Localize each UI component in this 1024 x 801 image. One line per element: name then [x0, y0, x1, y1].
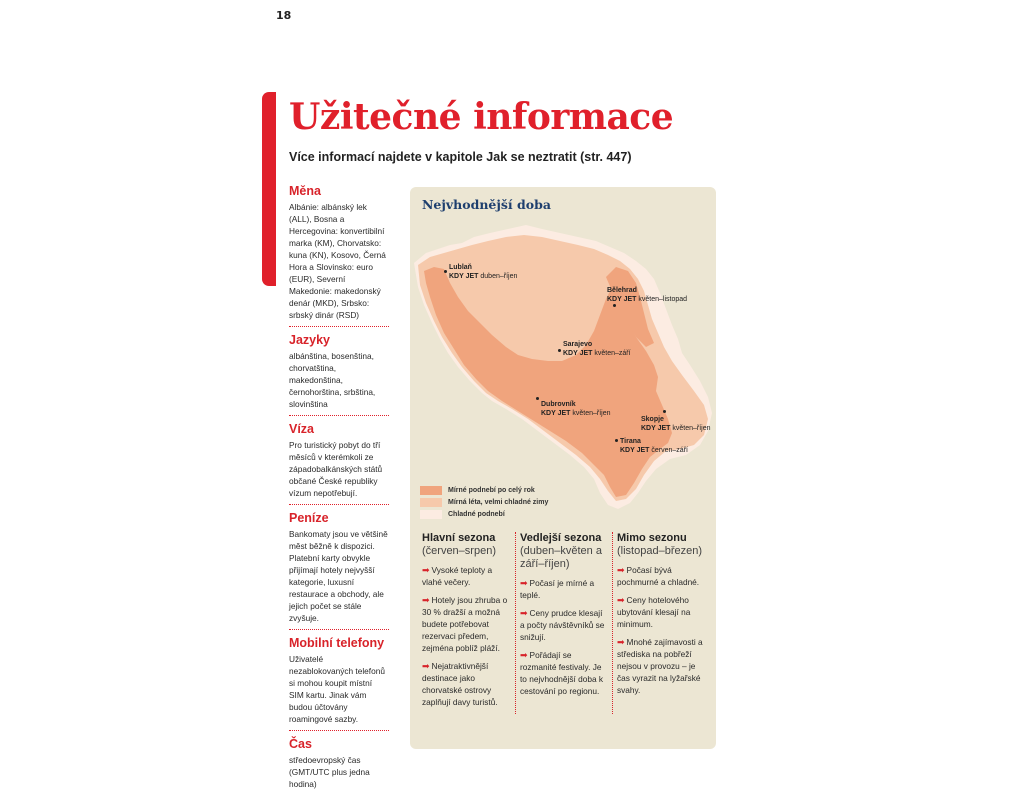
city-label-belgrade [607, 286, 687, 304]
page-title: Užitečné informace [289, 96, 674, 138]
season-period: (duben–květen a září–říjen) [520, 545, 602, 570]
sidebar-text: Albánie: albánský lek (ALL), Bosna a Hercegovina: konvertibilní marka (KM), Chorvatsko: kuna (KN), Kosovo, Černá Hora a Slovinsko: euro (EUR), Severní Makedonie: makedonský denár (MKD), Srbsko: srbský dinár (RSD) [289, 202, 386, 320]
map-title: Nejvhodnější doba [422, 197, 551, 212]
season-title: Hlavní sezona [422, 532, 496, 544]
arrow-icon: ➡ [520, 578, 528, 588]
season-item-text: Počasí bývá pochmurné a chladné. [617, 565, 700, 587]
sidebar-section-phones [289, 636, 389, 731]
city-when-label: KDY JET [449, 273, 479, 280]
season-item-text: Ceny prudce klesají a počty návštěvníků se snižují. [520, 608, 605, 642]
legend-label: Chladné podnebí [448, 511, 505, 518]
title-accent-bar [262, 92, 276, 286]
city-label-sarajevo [563, 340, 631, 358]
city-when-label: KDY JET [641, 425, 671, 432]
legend-item [420, 485, 548, 496]
season-column-shoulder [515, 532, 612, 714]
city-name: Lublaň [449, 264, 472, 271]
city-when: květen–říjen [572, 410, 611, 417]
season-heading [617, 532, 706, 558]
season-item [520, 649, 608, 697]
sidebar-text: Bankomaty jsou ve většině měst běžně k dispozici. Platební karty obvykle přijímají hotely nejvyšší kategorie, luxusní restaurace a obchody, ale jejich počet se stále zvyšuje. [289, 529, 388, 623]
city-label-tirana [620, 437, 688, 455]
sidebar-section-currency [289, 184, 389, 327]
season-item [617, 594, 706, 630]
sidebar-section-languages [289, 333, 389, 416]
city-name: Dubrovník [541, 401, 576, 408]
city-dot-ljubljana [444, 270, 447, 273]
arrow-icon: ➡ [617, 637, 625, 647]
sidebar-heading: Jazyky [289, 333, 331, 347]
arrow-icon: ➡ [520, 608, 528, 618]
season-item-text: Mnohé zajímavosti a střediska na pobřeží nejsou v provozu – je čas vyrazit na lyžařské svahy. [617, 637, 703, 695]
season-heading [422, 532, 511, 558]
arrow-icon: ➡ [617, 565, 625, 575]
city-dot-dubrovnik [536, 397, 539, 400]
best-time-panel [410, 187, 716, 749]
season-item-text: Počasí je mírné a teplé. [520, 578, 595, 600]
arrow-icon: ➡ [520, 650, 528, 660]
city-when: duben–říjen [480, 273, 518, 280]
season-item [422, 660, 511, 708]
legend-swatch [420, 498, 442, 507]
city-when-label: KDY JET [563, 350, 593, 357]
city-dot-sarajevo [558, 349, 561, 352]
season-title: Vedlejší sezona [520, 532, 602, 544]
season-item [422, 564, 511, 588]
page-number: 18 [276, 9, 292, 22]
city-when-label: KDY JET [607, 296, 637, 303]
map-legend [420, 485, 548, 521]
sidebar-text: Uživatelé nezablokovaných telefonů si mohou koupit místní SIM kartu. Jinak vám budou účtovány roamingové sazby. [289, 654, 385, 724]
season-title: Mimo sezonu [617, 532, 687, 544]
city-dot-belgrade [613, 304, 616, 307]
city-label-skopje [641, 415, 711, 433]
legend-item [420, 509, 548, 520]
city-dot-tirana [615, 439, 618, 442]
sidebar-text: Pro turistický pobyt do tří měsíců v kterémkoli ze západobalkánských států občané České republiky vízum nepotřebují. [289, 440, 383, 498]
legend-item [420, 497, 548, 508]
city-name: Sarajevo [563, 341, 593, 348]
arrow-icon: ➡ [617, 595, 625, 605]
legend-label: Mírné podnebí po celý rok [448, 487, 535, 494]
legend-label: Mírná léta, velmi chladné zimy [448, 499, 549, 506]
sidebar-section-time [289, 737, 389, 795]
arrow-icon: ➡ [422, 661, 430, 671]
season-item [520, 607, 608, 643]
city-label-dubrovnik [541, 400, 611, 418]
city-label-ljubljana [449, 263, 517, 281]
season-heading [520, 532, 608, 571]
city-when: květen–říjen [672, 425, 711, 432]
season-item [617, 636, 706, 696]
sidebar-heading: Čas [289, 737, 312, 751]
season-item-text: Vysoké teploty a vlahé večery. [422, 565, 493, 587]
arrow-icon: ➡ [422, 595, 430, 605]
page-subtitle: Více informací najdete v kapitole Jak se neztratit (str. 447) [289, 150, 632, 164]
sidebar-section-visa [289, 422, 389, 505]
season-item-text: Hotely jsou zhruba o 30 % dražší a možná budete potřebovat rezervaci předem, zejména poblíž pláží. [422, 595, 508, 653]
info-sidebar [289, 184, 389, 801]
city-when: květen–září [594, 350, 631, 357]
season-item-text: Ceny hotelového ubytování klesají na minimum. [617, 595, 691, 629]
city-when: červen–září [651, 447, 688, 454]
sidebar-text: středoevropský čas (GMT/UTC plus jedna hodina) [289, 755, 370, 789]
arrow-icon: ➡ [422, 565, 430, 575]
legend-swatch [420, 510, 442, 519]
season-item-text: Nejatraktivnější destinace jako chorvatské ostrovy zaplňují davy turistů. [422, 661, 498, 707]
city-dot-skopje [663, 410, 666, 413]
sidebar-heading: Měna [289, 184, 321, 198]
season-period: (červen–srpen) [422, 545, 496, 557]
city-when-label: KDY JET [620, 447, 650, 454]
season-item-text: Pořádají se rozmanité festivaly. Je to nejvhodnější doba k cestování po regionu. [520, 650, 604, 696]
season-item [520, 577, 608, 601]
city-when-label: KDY JET [541, 410, 571, 417]
sidebar-text: albánština, bosenština, chorvatština, makedonština, černohorština, srbština, slovinština [289, 351, 376, 409]
city-name: Tirana [620, 438, 641, 445]
season-item [617, 564, 706, 588]
city-when: květen–listopad [638, 296, 688, 303]
season-column-low [612, 532, 710, 714]
sidebar-heading: Peníze [289, 511, 329, 525]
seasons-columns [418, 532, 712, 714]
season-period: (listopad–březen) [617, 545, 702, 557]
season-item [422, 594, 511, 654]
season-column-high [418, 532, 515, 714]
sidebar-heading: Mobilní telefony [289, 636, 385, 650]
city-name: Skopje [641, 416, 664, 423]
sidebar-heading: Víza [289, 422, 315, 436]
sidebar-section-money [289, 511, 389, 630]
legend-swatch [420, 486, 442, 495]
city-name: Bělehrad [607, 287, 637, 294]
